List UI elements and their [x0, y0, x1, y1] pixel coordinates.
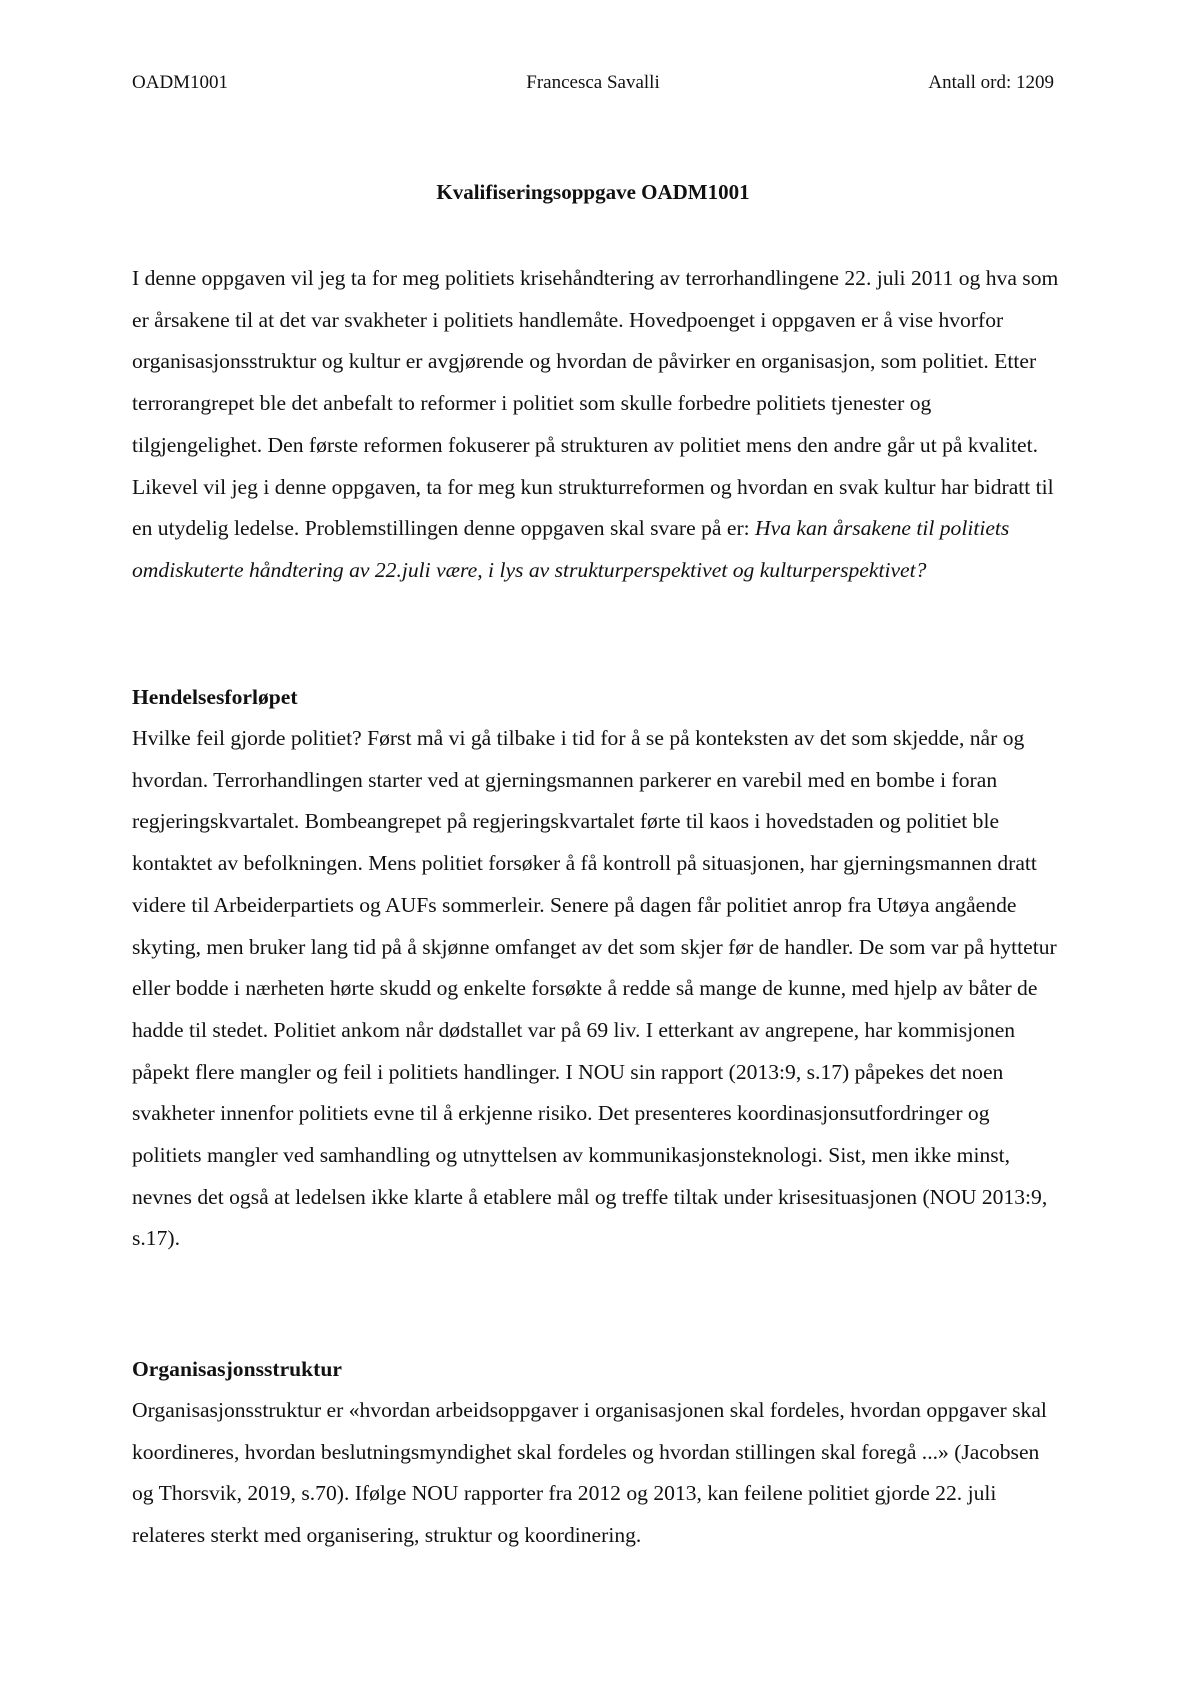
document-title: Kvalifiseringsoppgave OADM1001: [436, 180, 750, 204]
author-name: Francesca Savalli: [526, 72, 660, 93]
intro-text: I denne oppgaven vil jeg ta for meg politiets krisehåndtering av terrorhandlingene 22. juli 2011 og hva som er årsakene til at det var svakheter i politiets handlemåte. Hovedpoenget i oppgaven er å vise hvorfor organisasjonsstruktur og kultur er avgjørende og hvordan de påvirker en organisasjon, som politiet. Etter terrorangrepet ble det anbefalt to reformer i politiet som skulle forbedre politiets tjenester og tilgjengelighet. Den første reformen fokuserer på strukturen av politiet mens den andre går ut på kvalitet. Likevel vil jeg i denne oppgaven, ta for meg kun strukturreformen og hvordan en svak kultur har bidratt til en utydelig ledelse. Problemstillingen denne oppgaven skal svare på er:: [132, 266, 1059, 541]
page-header: [132, 72, 1054, 100]
section-paragraph-hendelsesforlopet: [132, 718, 1062, 1260]
intro-paragraph: [132, 258, 1062, 592]
course-code: OADM1001: [132, 72, 229, 93]
section-heading-organisasjonsstruktur: Organisasjonsstruktur: [132, 1357, 342, 1381]
paragraph-text: Organisasjonsstruktur er «hvordan arbeidsoppgaver i organisasjonen skal fordeles, hvordan oppgaver skal koordineres, hvordan beslutningsmyndighet skal fordeles og hvordan stillingen skal foregå ...» (Jacobsen og Thorsvik, 2019, s.70). Ifølge NOU rapporter fra 2012 og 2013, kan feilene politiet gjorde 22. juli relateres sterkt med organisering, struktur og koordinering.: [132, 1398, 1047, 1548]
research-question: Hva kan årsakene til politiets omdiskuterte håndtering av 22.juli være, i lys av strukturperspektivet og kulturperspektivet?: [132, 516, 1010, 582]
section-heading-hendelsesforlopet: Hendelsesforløpet: [132, 685, 298, 709]
word-count: Antall ord: 1209: [928, 72, 1054, 93]
paragraph-text: Hvilke feil gjorde politiet? Først må vi gå tilbake i tid for å se på konteksten av det som skjedde, når og hvordan. Terrorhandlingen starter ved at gjerningsmannen parkerer en varebil med en bombe i foran regjeringskvartalet. Bombeangrepet på regjeringskvartalet førte til kaos i hovedstaden og politiet ble kontaktet av befolkningen. Mens politiet forsøker å få kontroll på situasjonen, har gjerningsmannen dratt videre til Arbeiderpartiets og AUFs sommerleir. Senere på dagen får politiet anrop fra Utøya angående skyting, men bruker lang tid på å skjønne omfanget av det som skjer før de handler. De som var på hyttetur eller bodde i nærheten hørte skudd og enkelte forsøkte å redde så mange de kunne, med hjelp av båter de hadde til stedet. Politiet ankom når dødstallet var på 69 liv. I etterkant av angrepene, har kommisjonen påpekt flere mangler og feil i politiets handlinger. I NOU sin rapport (2013:9, s.17) påpekes det noen svakheter innenfor politiets evne til å erkjenne risiko. Det presenteres koordinasjonsutfordringer og politiets mangler ved samhandling og utnyttelsen av kommunikasjonsteknologi. Sist, men ikke minst, nevnes det også at ledelsen ikke klarte å etablere mål og treffe tiltak under krisesituasjonen (NOU 2013:9, s.17).: [132, 726, 1057, 1251]
section-paragraph-organisasjonsstruktur: [132, 1390, 1062, 1557]
